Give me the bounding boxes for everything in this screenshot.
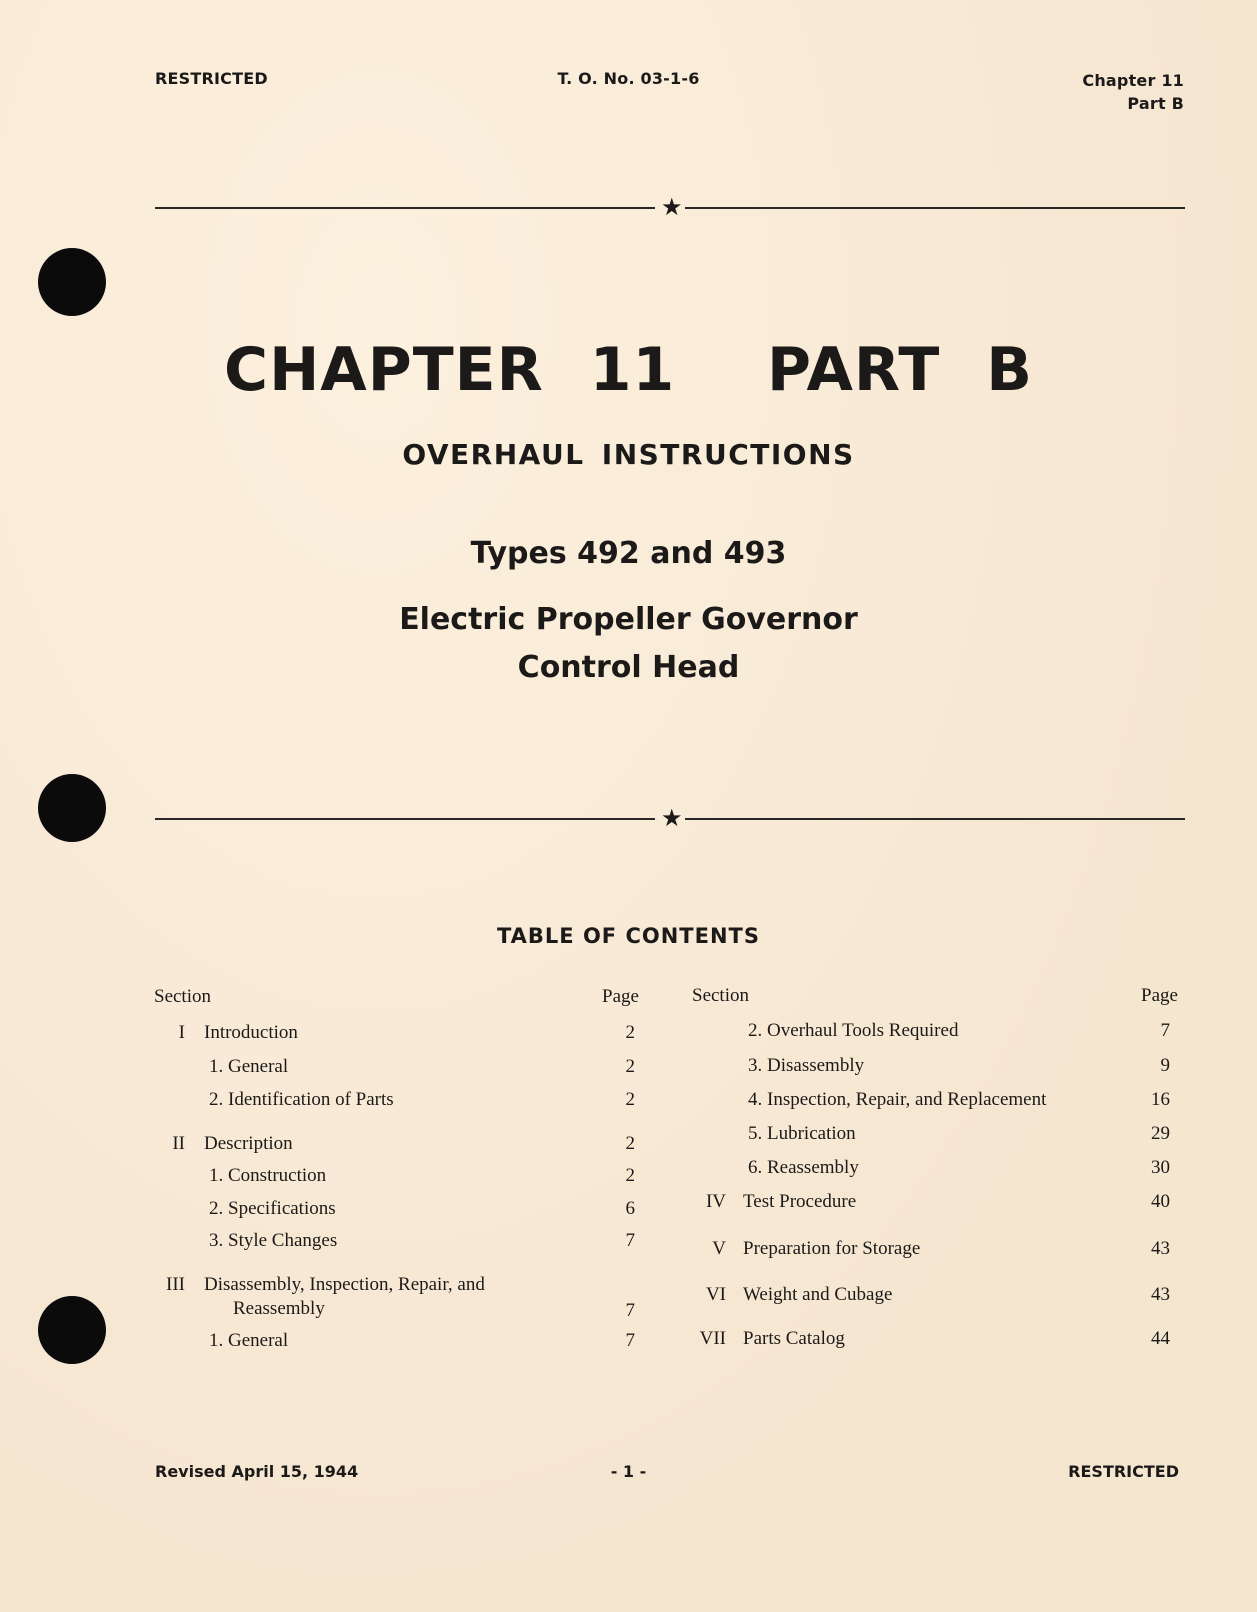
- toc-entry-link[interactable]: 2. Identification of Parts: [209, 1089, 394, 1110]
- revision-date: Revised April 15, 1944: [155, 1462, 359, 1481]
- toc-page-number: 43: [1151, 1238, 1170, 1259]
- divider-line: [685, 818, 1185, 820]
- toc-section-number: IV: [705, 1191, 726, 1212]
- toc-section-number: VII: [699, 1328, 726, 1349]
- toc-section-number: III: [166, 1274, 185, 1295]
- toc-entry-link[interactable]: 3. Style Changes: [209, 1230, 338, 1251]
- product-line-1: Electric Propeller Governor: [399, 602, 858, 637]
- toc-entry-link[interactable]: Preparation for Storage: [743, 1238, 921, 1259]
- toc-page-number: 9: [1160, 1055, 1170, 1076]
- toc-right-section-header: Section: [692, 985, 749, 1006]
- divider-line: [685, 207, 1185, 209]
- binder-hole: [38, 248, 106, 316]
- toc-page-number: 30: [1151, 1157, 1170, 1178]
- toc-page-number: 6: [625, 1198, 635, 1219]
- toc-section-number: II: [172, 1133, 185, 1154]
- toc-entry-link[interactable]: Reassembly: [233, 1298, 325, 1319]
- toc-entry-link[interactable]: Disassembly, Inspection, Repair, and: [204, 1274, 485, 1295]
- types-heading: Types 492 and 493: [470, 536, 787, 571]
- toc-entry-link[interactable]: Test Procedure: [743, 1191, 857, 1212]
- toc-entry-link[interactable]: Weight and Cubage: [743, 1284, 893, 1305]
- toc-entry-link[interactable]: Parts Catalog: [743, 1328, 845, 1349]
- divider-line: [155, 818, 655, 820]
- classification-header: RESTRICTED: [155, 69, 268, 88]
- toc-page-number: 7: [625, 1300, 635, 1321]
- product-line-2: Control Head: [517, 650, 740, 685]
- toc-entry-link[interactable]: Description: [204, 1133, 293, 1154]
- toc-page-number: 7: [625, 1230, 635, 1251]
- star-icon: ★: [661, 804, 683, 832]
- toc-entry-link[interactable]: 1. General: [209, 1056, 289, 1077]
- toc-page-number: 2: [625, 1133, 635, 1154]
- toc-page-number: 7: [625, 1330, 635, 1351]
- star-divider-top: [155, 193, 1185, 221]
- tech-order-number: T. O. No. 03-1-6: [557, 69, 700, 88]
- toc-page-number: 44: [1151, 1328, 1170, 1349]
- toc-page-number: 16: [1151, 1089, 1170, 1110]
- toc-section-number: VI: [705, 1284, 726, 1305]
- toc-entry-link[interactable]: 5. Lubrication: [748, 1123, 856, 1144]
- page-number: - 1 -: [610, 1462, 647, 1481]
- binder-hole: [38, 1296, 106, 1364]
- toc-entry-link[interactable]: 2. Overhaul Tools Required: [748, 1020, 959, 1041]
- toc-page-number: 2: [625, 1022, 635, 1043]
- star-divider-bottom: [155, 804, 1185, 832]
- toc-right-page-header: Page: [1141, 985, 1178, 1006]
- chapter-part-header: [1082, 69, 1184, 115]
- toc-entry-link[interactable]: 4. Inspection, Repair, and Replacement: [748, 1089, 1047, 1110]
- toc-page-number: 2: [625, 1056, 635, 1077]
- toc-page-number: 40: [1151, 1191, 1170, 1212]
- toc-page-number: 2: [625, 1089, 635, 1110]
- chapter-label: Chapter 11: [1082, 71, 1184, 90]
- toc-page-number: 2: [625, 1165, 635, 1186]
- toc-entry-link[interactable]: 3. Disassembly: [748, 1055, 865, 1076]
- toc-entry-link[interactable]: 6. Reassembly: [748, 1157, 859, 1178]
- toc-left-page-header: Page: [602, 986, 639, 1007]
- toc-page-number: 7: [1160, 1020, 1170, 1041]
- toc-page-number: 29: [1151, 1123, 1170, 1144]
- divider-line: [155, 207, 655, 209]
- binder-hole: [38, 774, 106, 842]
- toc-section-number: V: [712, 1238, 726, 1259]
- toc-page-number: 43: [1151, 1284, 1170, 1305]
- toc-title: TABLE OF CONTENTS: [496, 924, 761, 948]
- toc-entry-link[interactable]: 2. Specifications: [209, 1198, 336, 1219]
- chapter-title: CHAPTER 11 PART B: [224, 335, 1033, 405]
- toc-entry-link[interactable]: 1. General: [209, 1330, 289, 1351]
- toc-left-section-header: Section: [154, 986, 211, 1007]
- toc-section-number: I: [178, 1022, 185, 1043]
- document-subtitle: OVERHAUL INSTRUCTIONS: [402, 438, 855, 471]
- toc-entry-link[interactable]: Introduction: [204, 1022, 298, 1043]
- part-label: Part B: [1127, 94, 1184, 113]
- toc-entry-link[interactable]: 1. Construction: [209, 1165, 327, 1186]
- classification-footer: RESTRICTED: [1068, 1462, 1179, 1481]
- star-icon: ★: [661, 193, 683, 221]
- product-heading: [0, 596, 1257, 692]
